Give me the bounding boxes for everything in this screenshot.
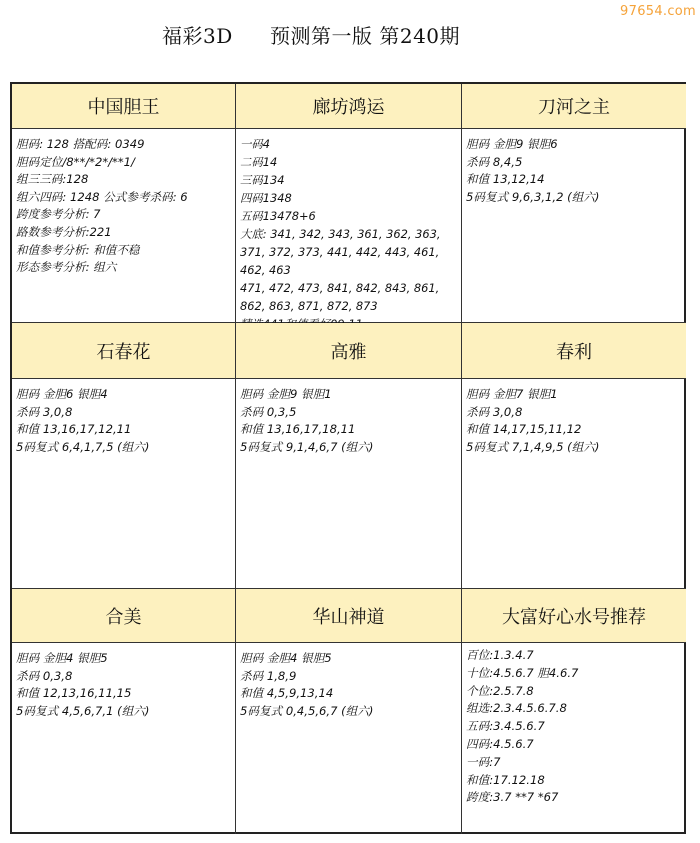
lottery-name: 福彩3D xyxy=(162,24,233,48)
prediction-line: 杀码 3,0,8 xyxy=(466,404,523,419)
panel-title: 刀河之主 xyxy=(462,84,686,129)
prediction-line: 胆码 金胆7 银胆1 xyxy=(466,387,558,401)
prediction-line: 组选:2.3.4.5.6.7.8 xyxy=(466,701,567,716)
prediction-line: 大底: 341, 342, 343, 361, 362, 363, 371, 372, 373, 441, 442, 443, 461, 462, 463 xyxy=(240,227,441,277)
prediction-line: 五码:3.4.5.6.7 xyxy=(466,719,545,734)
prediction-line: 跨度:3.7 **7 *67 xyxy=(466,790,559,805)
panel-title: 廊坊鸿运 xyxy=(236,84,462,129)
prediction-line: 5码复式 6,4,1,7,5 (组六) xyxy=(16,439,150,454)
forecast-issue-title: 预测第一版 第240期 xyxy=(270,24,461,48)
prediction-line: 5码复式 9,6,3,1,2 (组六) xyxy=(466,189,600,204)
panel-body-huashan-shendao xyxy=(236,643,462,834)
prediction-line: 路数参考分析:221 xyxy=(16,224,112,239)
panel-body-dafu-recommend xyxy=(462,643,686,834)
prediction-line: 四码:4.5.6.7 xyxy=(466,736,534,751)
panel-body-shichunhua xyxy=(12,379,236,589)
prediction-line: 杀码 8,4,5 xyxy=(466,154,523,169)
prediction-line: 十位:4.5.6.7 胆4.6.7 xyxy=(466,665,579,680)
prediction-line: 五码13478+6 xyxy=(240,209,316,223)
prediction-line: 胆码 金胆4 银胆5 xyxy=(240,651,332,665)
prediction-line: 5码复式 4,5,6,7,1 (组六) xyxy=(16,703,150,718)
prediction-line: 和值 13,16,17,18,11 xyxy=(240,422,356,437)
panel-title: 大富好心水号推荐 xyxy=(462,589,686,643)
panel-body-hemei xyxy=(12,643,236,834)
prediction-line: 百位:1.3.4.7 xyxy=(466,648,534,662)
prediction-line: 和值参考分析: 和值不稳 xyxy=(16,242,140,257)
prediction-line: 471, 472, 473, 841, 842, 843, 861, 862, 863, 871, 872, 873 xyxy=(240,281,440,313)
prediction-line: 组三三码:128 xyxy=(16,172,89,187)
prediction-line: 和值 13,12,14 xyxy=(466,172,545,187)
prediction-table xyxy=(10,82,686,834)
prediction-line: 胆码 金胆9 银胆1 xyxy=(240,387,332,401)
panel-body-chunli xyxy=(462,379,686,589)
panel-body-daohe-zhizhu xyxy=(462,129,686,323)
prediction-line: 5码复式 9,1,4,6,7 (组六) xyxy=(240,439,374,454)
prediction-line: 和值 12,13,16,11,15 xyxy=(16,686,132,701)
prediction-line: 胆码定位/8**/*2*/**1/ xyxy=(16,154,135,169)
prediction-line: 胆码 金胆4 银胆5 xyxy=(16,651,108,665)
prediction-line: 和值 4,5,9,13,14 xyxy=(240,686,334,701)
prediction-line: 胆码 金胆6 银胆4 xyxy=(16,387,108,401)
prediction-line: 杀码 0,3,8 xyxy=(16,668,73,683)
prediction-line: 个位:2.5.7.8 xyxy=(466,683,534,698)
site-watermark: 97654.com xyxy=(620,4,696,19)
panel-title: 高雅 xyxy=(236,323,462,379)
prediction-line: 和值 13,16,17,12,11 xyxy=(16,422,132,437)
prediction-line: 胆码 金胆9 银胆6 xyxy=(466,137,558,151)
prediction-line: 和值:17.12.18 xyxy=(466,772,545,787)
prediction-line: 胆码: 128 搭配码: 0349 xyxy=(16,137,145,151)
panel-body-langfang-hongyun xyxy=(236,129,462,323)
prediction-line: 四码1348 xyxy=(240,191,292,205)
prediction-line: 跨度参考分析: 7 xyxy=(16,207,101,222)
prediction-line: 二码14 xyxy=(240,155,278,169)
prediction-line: 5码复式 7,1,4,9,5 (组六) xyxy=(466,439,600,454)
prediction-line: 一码:7 xyxy=(466,754,501,769)
prediction-line: 组六四码: 1248 公式参考杀码: 6 xyxy=(16,189,188,204)
prediction-line: 杀码 3,0,8 xyxy=(16,404,73,419)
panel-title: 华山神道 xyxy=(236,589,462,643)
panel-body-gaoya xyxy=(236,379,462,589)
prediction-line: 和值 14,17,15,11,12 xyxy=(466,422,582,437)
panel-title: 中国胆王 xyxy=(12,84,236,129)
panel-title: 合美 xyxy=(12,589,236,643)
prediction-line: 杀码 1,8,9 xyxy=(240,668,297,683)
prediction-line: 三码134 xyxy=(240,173,285,187)
title-bar xyxy=(0,0,700,80)
panel-title: 石春花 xyxy=(12,323,236,379)
prediction-line: 一码4 xyxy=(240,137,271,151)
prediction-line: 杀码 0,3,5 xyxy=(240,404,297,419)
prediction-line: 形态参考分析: 组六 xyxy=(16,260,117,275)
prediction-line: 5码复式 0,4,5,6,7 (组六) xyxy=(240,703,374,718)
panel-title: 春利 xyxy=(462,323,686,379)
panel-body-zhongguo-danwang xyxy=(12,129,236,323)
